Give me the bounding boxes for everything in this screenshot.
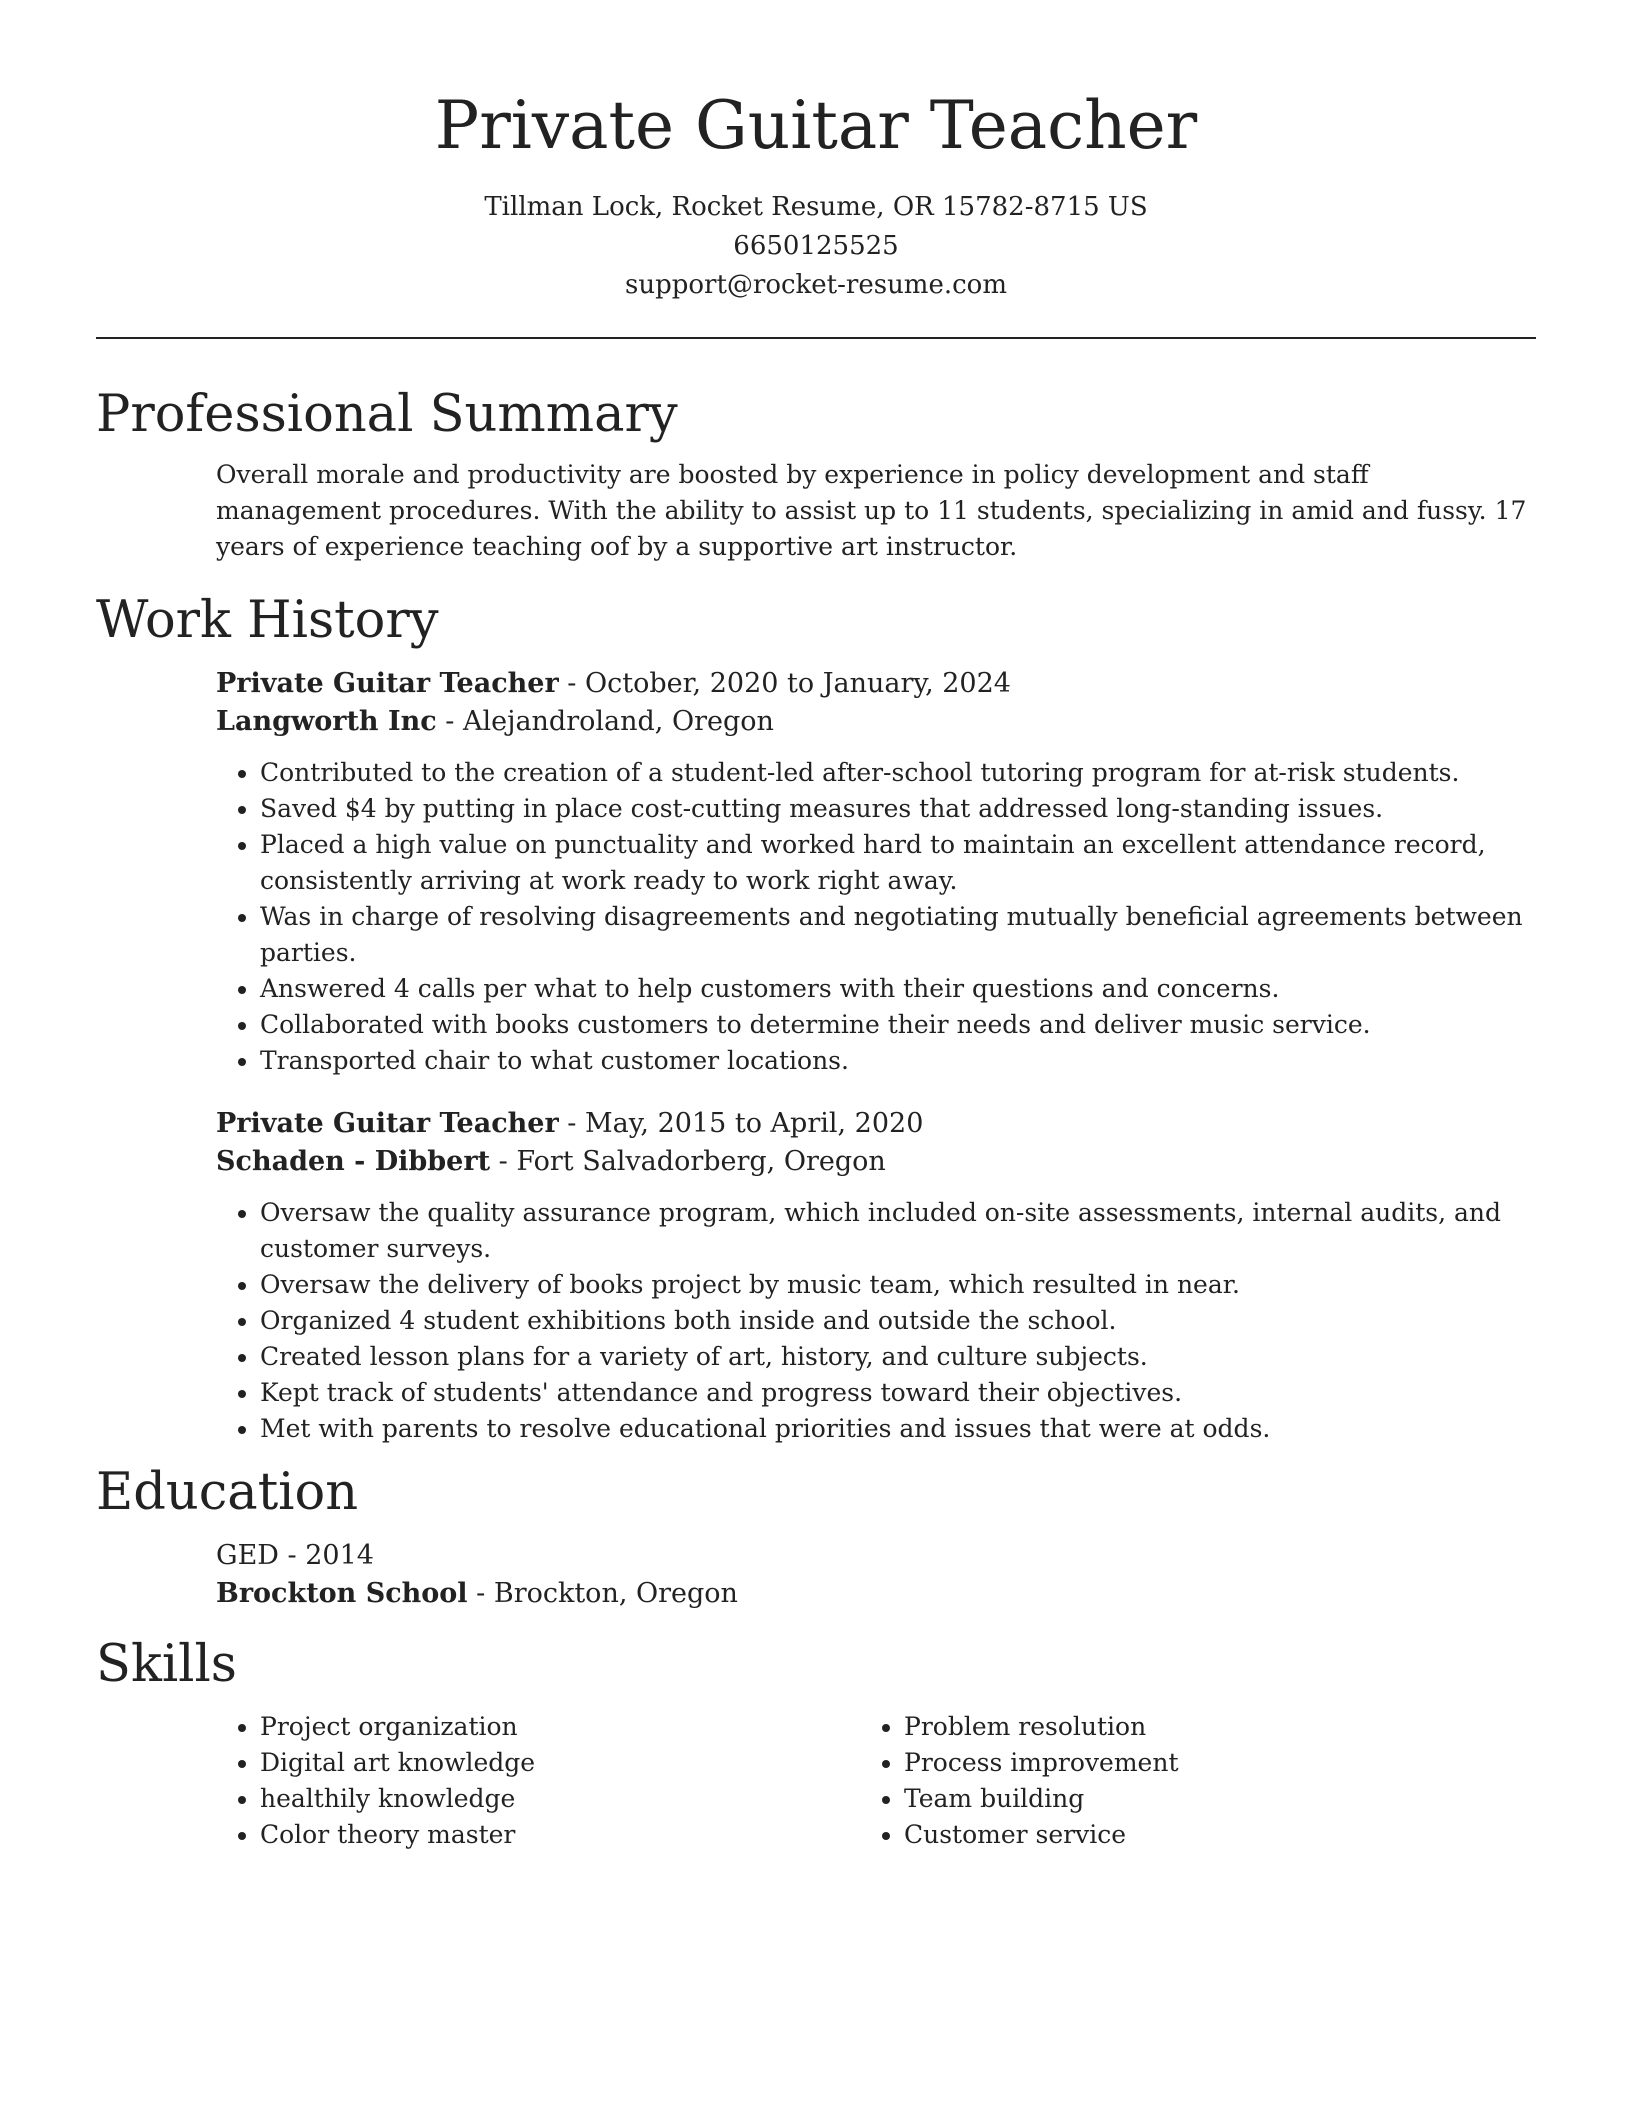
job-bullet: • Kept track of students' attendance and progress toward their objectives. [260, 1375, 1536, 1411]
work-history-heading: Work History [96, 591, 439, 650]
skill-item: • Project organization [260, 1709, 860, 1745]
skill-item: • healthily knowledge [260, 1781, 860, 1817]
contact-block [96, 188, 1536, 305]
skills-column-left [216, 1709, 860, 1853]
resume-name: Private Guitar Teacher [434, 87, 1198, 164]
job-bullet: • Created lesson plans for a variety of art, history, and culture subjects. [260, 1339, 1536, 1375]
education-heading: Education [96, 1463, 359, 1522]
job-company: Schaden - Dibbert [216, 1146, 491, 1177]
job-position: Private Guitar Teacher [216, 1108, 559, 1139]
job-bullet: • Collaborated with books customers to determine their needs and deliver music service. [260, 1007, 1536, 1043]
skill-item: • Customer service [904, 1817, 1504, 1853]
contact-phone: 6650125525 [733, 231, 899, 261]
skills-heading: Skills [96, 1635, 237, 1694]
job-dates: - May, 2015 to April, 2020 [558, 1108, 924, 1139]
job-dates: - October, 2020 to January, 2024 [558, 668, 1011, 699]
skills-column-right [860, 1709, 1504, 1853]
job-bullet: • Was in charge of resolving disagreements and negotiating mutually beneficial agreements between parties. [260, 899, 1536, 971]
education-degree-line [216, 1537, 1536, 1575]
job-bullet: • Transported chair to what customer locations. [260, 1043, 1536, 1079]
job-bullet: • Met with parents to resolve educational priorities and issues that were at odds. [260, 1411, 1536, 1447]
education-location: - Brockton, Oregon [467, 1578, 738, 1609]
job-location: - Alejandroland, Oregon [436, 706, 774, 737]
skills-list [216, 1709, 1536, 1853]
job-bullet: • Contributed to the creation of a student-led after-school tutoring program for at-risk students. [260, 755, 1536, 791]
job-bullet: • Placed a high value on punctuality and worked hard to maintain an excellent attendance record, consistently arriving at work ready to work right away. [260, 827, 1536, 899]
job-title-line [216, 1105, 1536, 1143]
job-bullets [216, 755, 1536, 1079]
education-school: Brockton School [216, 1578, 468, 1609]
skill-item: • Digital art knowledge [260, 1745, 860, 1781]
education-school-line [216, 1575, 1536, 1613]
skill-item: • Problem resolution [904, 1709, 1504, 1745]
job-entry [216, 1105, 1536, 1447]
education-year: - 2014 [278, 1540, 374, 1571]
job-title-line [216, 665, 1536, 703]
job-bullet: • Saved $4 by putting in place cost-cutting measures that addressed long-standing issues. [260, 791, 1536, 827]
skill-item: • Process improvement [904, 1745, 1504, 1781]
job-entry [216, 665, 1536, 1079]
skill-item: • Team building [904, 1781, 1504, 1817]
education-degree: GED [216, 1540, 279, 1571]
education-entry [216, 1537, 1536, 1613]
job-company: Langworth Inc [216, 706, 437, 737]
header-divider [96, 337, 1536, 339]
job-bullet: • Answered 4 calls per what to help customers with their questions and concerns. [260, 971, 1536, 1007]
job-bullet: • Organized 4 student exhibitions both inside and outside the school. [260, 1303, 1536, 1339]
job-bullet: • Oversaw the delivery of books project by music team, which resulted in near. [260, 1267, 1536, 1303]
job-bullet: • Oversaw the quality assurance program, which included on-site assessments, internal audits, and customer surveys. [260, 1195, 1536, 1267]
job-position: Private Guitar Teacher [216, 668, 559, 699]
contact-email: support@rocket-resume.com [624, 270, 1007, 300]
contact-address: Tillman Lock, Rocket Resume, OR 15782-8715 US [484, 192, 1148, 222]
resume-page [96, 0, 1536, 1853]
resume-header [96, 0, 1536, 305]
skill-item: • Color theory master [260, 1817, 860, 1853]
summary-heading: Professional Summary [96, 385, 678, 444]
job-location: - Fort Salvadorberg, Oregon [490, 1146, 886, 1177]
job-bullets [216, 1195, 1536, 1447]
summary-text: Overall morale and productivity are boosted by experience in policy development and staff management procedures. With the ability to assist up to 11 students, specializing in amid and fussy. 17 years of experience teaching oof by a supportive art instructor. [216, 460, 1527, 561]
job-company-line [216, 703, 1536, 741]
job-company-line [216, 1143, 1536, 1181]
